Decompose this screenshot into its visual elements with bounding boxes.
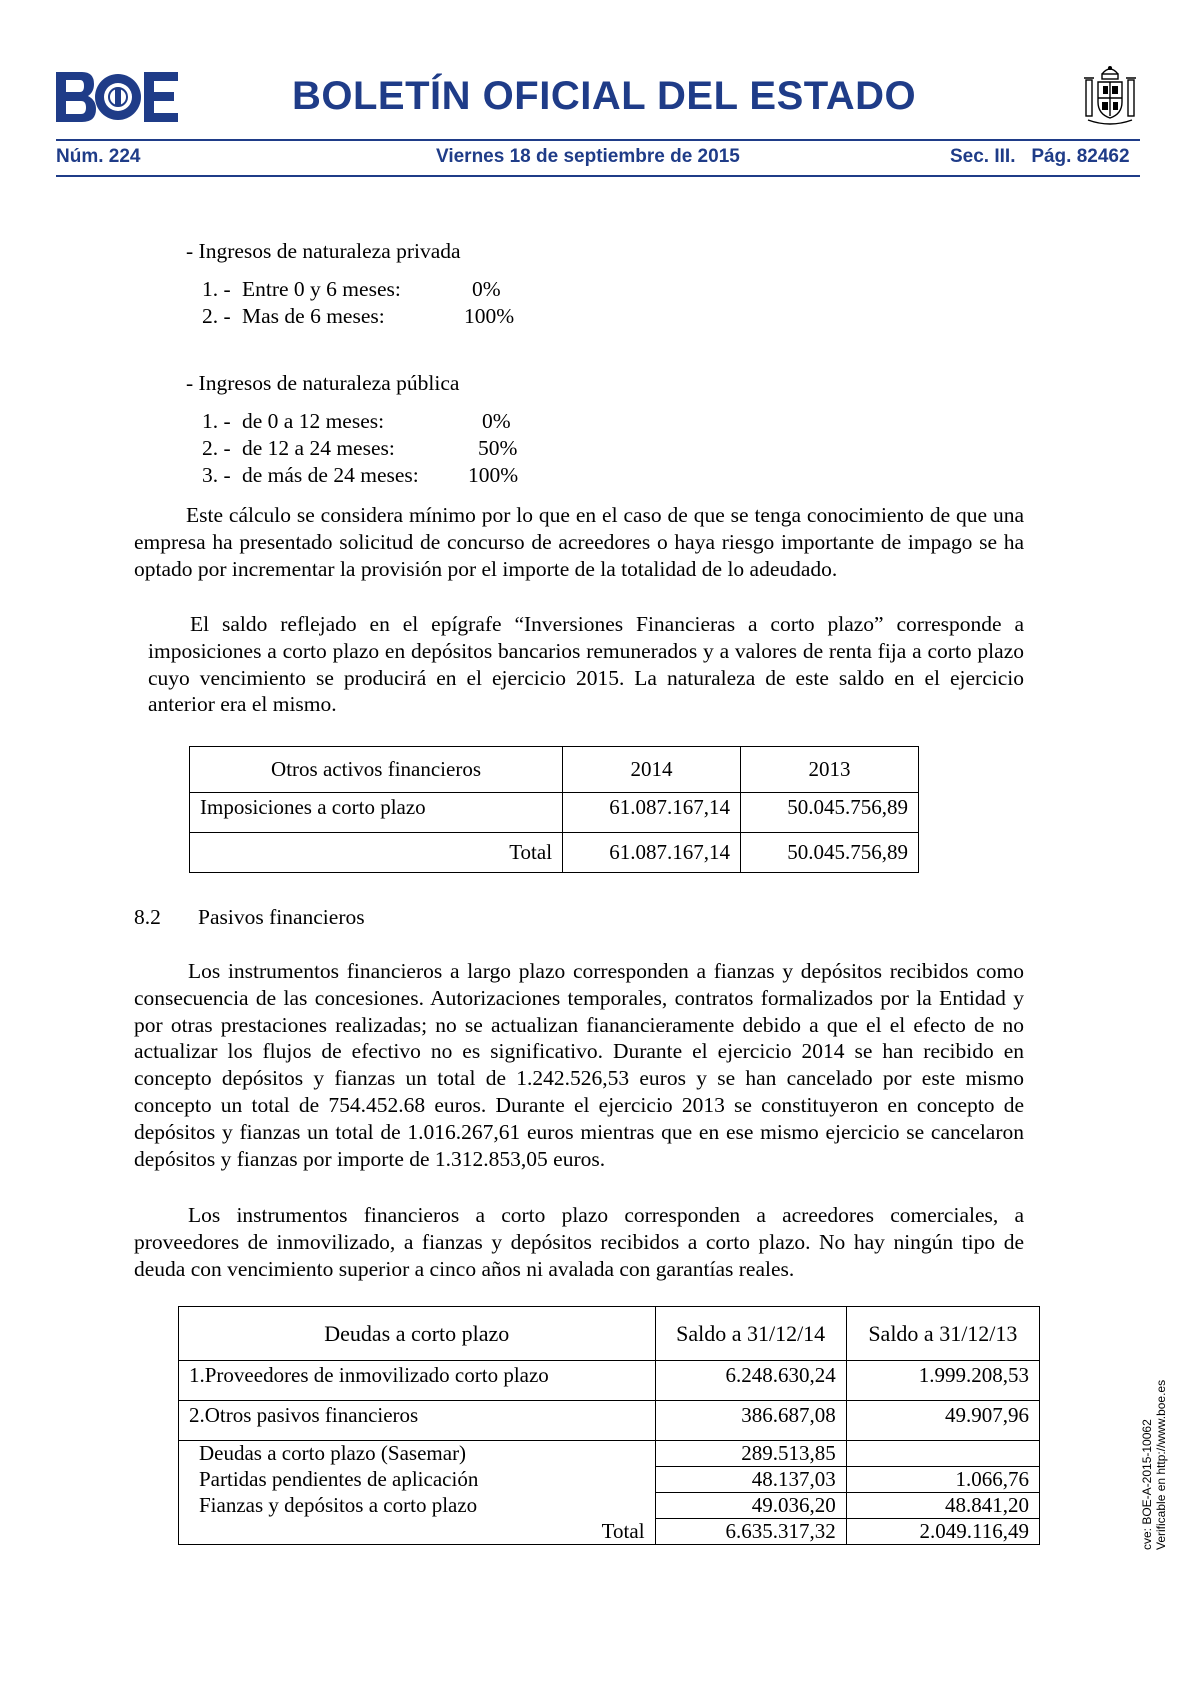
boe-logo xyxy=(56,72,178,122)
table-cell: 1.999.208,53 xyxy=(846,1361,1039,1401)
table-cell: 2.049.116,49 xyxy=(846,1519,1039,1545)
list-item xyxy=(202,408,511,435)
list-item-label: Entre 0 y 6 meses: xyxy=(242,277,401,301)
paragraph-inversiones: El saldo reflejado en el epígrafe “Inversiones Financieras a corto plazo” corresponde a imposiciones a corto plazo en depósitos bancarios remunerados y a valores de renta fija a corto plazo cuyo vencimiento se producirá en el ejercicio 2015. La naturaleza de este saldo en el ejercicio anterior era el mismo. xyxy=(148,612,1024,717)
table-row xyxy=(179,1401,1040,1441)
paragraph-corto-plazo: Los instrumentos financieros a corto plazo corresponden a acreedores comerciales, a proveedores de inmovilizado, a fianzas y depósitos recibidos a corto plazo. No hay ningún tipo de deuda con vencimiento superior a cinco años ni avalada con garantías reales. xyxy=(134,1203,1024,1281)
table-cell: 2.Otros pasivos financieros xyxy=(179,1401,656,1441)
list-item-value: 0% xyxy=(472,277,501,301)
table-cell: Total xyxy=(179,1519,656,1545)
coat-of-arms-icon xyxy=(1080,62,1140,128)
table-header-row xyxy=(179,1307,1040,1361)
list-item-number: 1. - xyxy=(202,409,231,433)
verification-note xyxy=(1140,1380,1168,1550)
table-row xyxy=(179,1361,1040,1401)
cve-label: cve: BOE-A-2015-10062 xyxy=(1140,1419,1154,1550)
table-row xyxy=(179,1467,1040,1493)
table-cell: 1.066,76 xyxy=(846,1467,1039,1493)
table-cell: 1.Proveedores de inmovilizado corto plazo xyxy=(179,1361,656,1401)
section-number: 8.2 xyxy=(134,905,161,929)
paragraph-largo-plazo: Los instrumentos financieros a largo plazo corresponden a fianzas y depósitos recibidos como consecuencia de las concesiones. Autorizaciones temporales, contratos formalizados por la Entidad y por otras prestaciones realizadas; no se actualizan fianancieramente debido a que el el efecto de no actualizar los flujos de efectivo no es significativo. Durante el ejercicio 2014 se han recibido en concepto depósitos y fianzas un total de 1.242.526,53 euros y se han cancelado por este mismo concepto un total de 754.452.68 euros. Durante el ejercicio 2013 se constituyeron en concepto de depósitos y fianzas un total de 1.016.267,61 euros mientras que en ese mismo ejercicio se cancelaron depósitos y fianzas por importe de 1.312.853,05 euros. xyxy=(134,959,1024,1171)
table-header-cell: 2014 xyxy=(563,747,741,793)
privada-heading: - Ingresos de naturaleza privada xyxy=(186,239,461,263)
list-item xyxy=(202,435,518,462)
list-item-number: 2. - xyxy=(202,436,231,460)
deudas-corto-plazo-table xyxy=(178,1306,1040,1545)
table-header-cell: Saldo a 31/12/13 xyxy=(846,1307,1039,1361)
list-item xyxy=(202,303,515,330)
otros-activos-table xyxy=(189,746,919,873)
list-item-number: 3. - xyxy=(202,463,231,487)
paragraph-provision: Este cálculo se considera mínimo por lo que en el caso de que se tenga conocimiento de que una empresa ha presentado solicitud de concurso de acreedores o haya riesgo importante de impago se ha optado por incrementar la provisión por el importe de la totalidad de lo adeudado. xyxy=(134,503,1024,581)
list-item xyxy=(202,276,501,303)
section-page: Sec. III. Pág. 82462 xyxy=(950,146,1130,167)
header-rule-bottom xyxy=(56,175,1140,177)
table-cell: Total xyxy=(190,833,563,873)
table-row xyxy=(190,793,919,833)
verify-link[interactable]: Verificable en http://www.boe.es xyxy=(1154,1379,1168,1550)
table-cell: 6.635.317,32 xyxy=(655,1519,846,1545)
list-item-label: Mas de 6 meses: xyxy=(242,304,385,328)
table-total-row xyxy=(190,833,919,873)
list-item-value: 100% xyxy=(464,304,515,328)
table-cell xyxy=(846,1441,1039,1467)
table-cell: 50.045.756,89 xyxy=(741,833,919,873)
boe-logo-icon xyxy=(56,72,178,122)
list-item-value: 50% xyxy=(478,436,518,460)
table-cell: 386.687,08 xyxy=(655,1401,846,1441)
table-row xyxy=(179,1441,1040,1467)
list-item-number: 1. - xyxy=(202,277,231,301)
table-header-cell: 2013 xyxy=(741,747,919,793)
list-item-value: 100% xyxy=(468,463,519,487)
table-cell: 289.513,85 xyxy=(655,1441,846,1467)
table-header-cell: Otros activos financieros xyxy=(190,747,563,793)
table-cell: 61.087.167,14 xyxy=(563,793,741,833)
table-cell: Imposiciones a corto plazo xyxy=(190,793,563,833)
table-header-cell: Saldo a 31/12/14 xyxy=(655,1307,846,1361)
table-cell: Partidas pendientes de aplicación xyxy=(179,1467,656,1493)
table-cell: Fianzas y depósitos a corto plazo xyxy=(179,1493,656,1519)
table-cell: 49.907,96 xyxy=(846,1401,1039,1441)
table-cell: 49.036,20 xyxy=(655,1493,846,1519)
section-title: Pasivos financieros xyxy=(198,905,365,929)
list-item-value: 0% xyxy=(482,409,511,433)
list-item-label: de más de 24 meses: xyxy=(242,463,419,487)
table-cell: 61.087.167,14 xyxy=(563,833,741,873)
issue-number: Núm. 224 xyxy=(56,146,141,167)
list-item-label: de 12 a 24 meses: xyxy=(242,436,395,460)
table-total-row xyxy=(179,1519,1040,1545)
list-item xyxy=(202,462,519,489)
table-cell: Deudas a corto plazo (Sasemar) xyxy=(179,1441,656,1467)
list-item-number: 2. - xyxy=(202,304,231,328)
table-cell: 48.137,03 xyxy=(655,1467,846,1493)
list-item-label: de 0 a 12 meses: xyxy=(242,409,385,433)
table-cell: 48.841,20 xyxy=(846,1493,1039,1519)
issue-date: Viernes 18 de septiembre de 2015 xyxy=(436,146,740,167)
table-header-row xyxy=(190,747,919,793)
table-header-cell: Deudas a corto plazo xyxy=(179,1307,656,1361)
publica-heading: - Ingresos de naturaleza pública xyxy=(186,371,460,395)
table-cell: 6.248.630,24 xyxy=(655,1361,846,1401)
page-title: BOLETÍN OFICIAL DEL ESTADO xyxy=(292,74,917,118)
table-row xyxy=(179,1493,1040,1519)
table-cell: 50.045.756,89 xyxy=(741,793,919,833)
header-rule-top xyxy=(56,139,1140,141)
